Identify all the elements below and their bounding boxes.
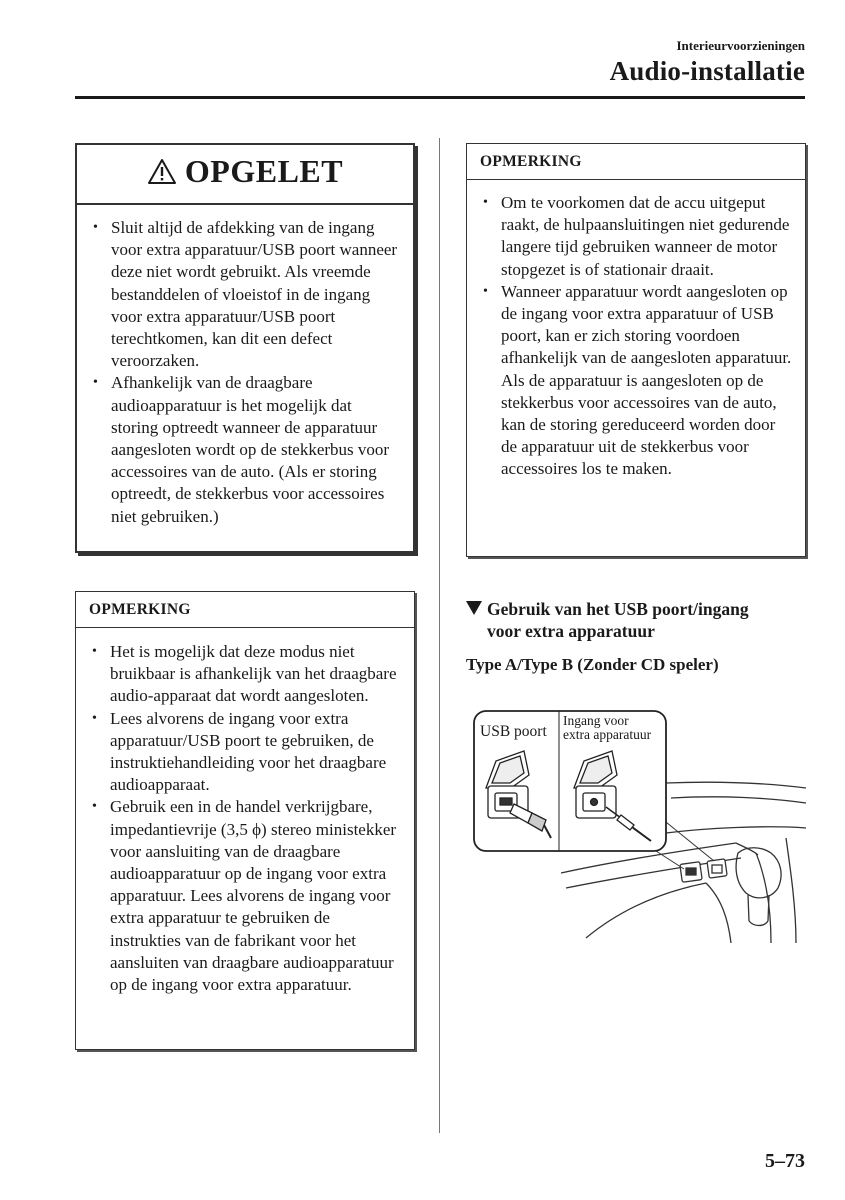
usb-port-label: USB poort [480, 723, 547, 740]
header-rule [75, 96, 805, 99]
usb-aux-illustration [466, 703, 811, 943]
list-item: • Om te voorkomen dat de accu uitgeput raakt, de hulpaansluitingen niet gedurende langere tijd gebruiken wanneer de motor stopgezet is of stationair draait. [481, 192, 795, 281]
list-item: • Het is mogelijk dat deze modus niet bruikbaar is afhankelijk van het draagbare audio-apparaat dat wordt aangesloten. [90, 641, 404, 708]
aux-label-line2: extra apparatuur [563, 727, 652, 742]
list-item: • Afhankelijk van de draagbare audioapparatuur is het mogelijk dat storing optreedt wanneer de apparatuur aangesloten wordt op de stekkerbus voor accessoires van de auto. (Als er storing optreedt, de stekkerbus voor accessoires niet gebruiken.) [91, 372, 403, 527]
column-divider [439, 138, 440, 1133]
aux-label-line1: Ingang voor [563, 713, 629, 728]
caution-title: OPGELET [184, 153, 344, 189]
page-title: Audio-installatie [609, 56, 805, 86]
list-item: • Sluit altijd de afdekking van de ingang voor extra apparatuur/USB poort wanneer deze niet wordt gebruikt. Als vreemde bestanddelen of vloeistof in de ingang voor extra apparatuur/USB poort terechtkomen, kan dit een defect veroorzaken. [91, 217, 403, 372]
list-item: • Wanneer apparatuur wordt aangesloten op de ingang voor extra apparatuur of USB poort, kan er zich storing voordoen afhankelijk van de aangesloten apparatuur. Als de apparatuur is aangesloten op de stekkerbus voor accessoires van de auto, kan de storing gereduceerd worden door de apparatuur uit de stekkerbus voor accessoires los te maken. [481, 281, 795, 481]
note-list [467, 180, 805, 489]
list-item: • Gebruik een in de handel verkrijgbare, impedantievrije (3,5 ϕ) stereo ministekker voor aansluiting van de draagbare audioapparatuur op de ingang voor extra apparatuur. Lees alvorens de ingang voor extra apparatuur te gebruiken de instrukties van de fabrikant voor het aansluiten van draagbare audioapparatuur op de ingang voor extra apparatuur. [90, 796, 404, 996]
page-number: 5–73 [765, 1150, 805, 1172]
note-list [76, 628, 414, 1004]
caution-header [77, 145, 413, 205]
triangle-marker-icon [466, 601, 482, 615]
section-header: Interieurvoorzieningen [676, 38, 805, 53]
caution-list [77, 205, 413, 536]
section-heading: Gebruik van het USB poort/ingang voor extra apparatuur [466, 598, 811, 642]
caution-box [75, 143, 415, 553]
note-box-left [75, 591, 415, 1050]
warning-triangle-icon [147, 156, 177, 193]
note-header: OPMERKING [76, 592, 414, 628]
note-box-right [466, 143, 806, 557]
illustration-svg [466, 703, 811, 943]
type-label: Type A/Type B (Zonder CD speler) [466, 655, 719, 674]
note-header: OPMERKING [467, 144, 805, 180]
list-item: • Lees alvorens de ingang voor extra apparatuur/USB poort te gebruiken, de instruktiehandleiding voor het draagbare audioapparaat. [90, 708, 404, 797]
